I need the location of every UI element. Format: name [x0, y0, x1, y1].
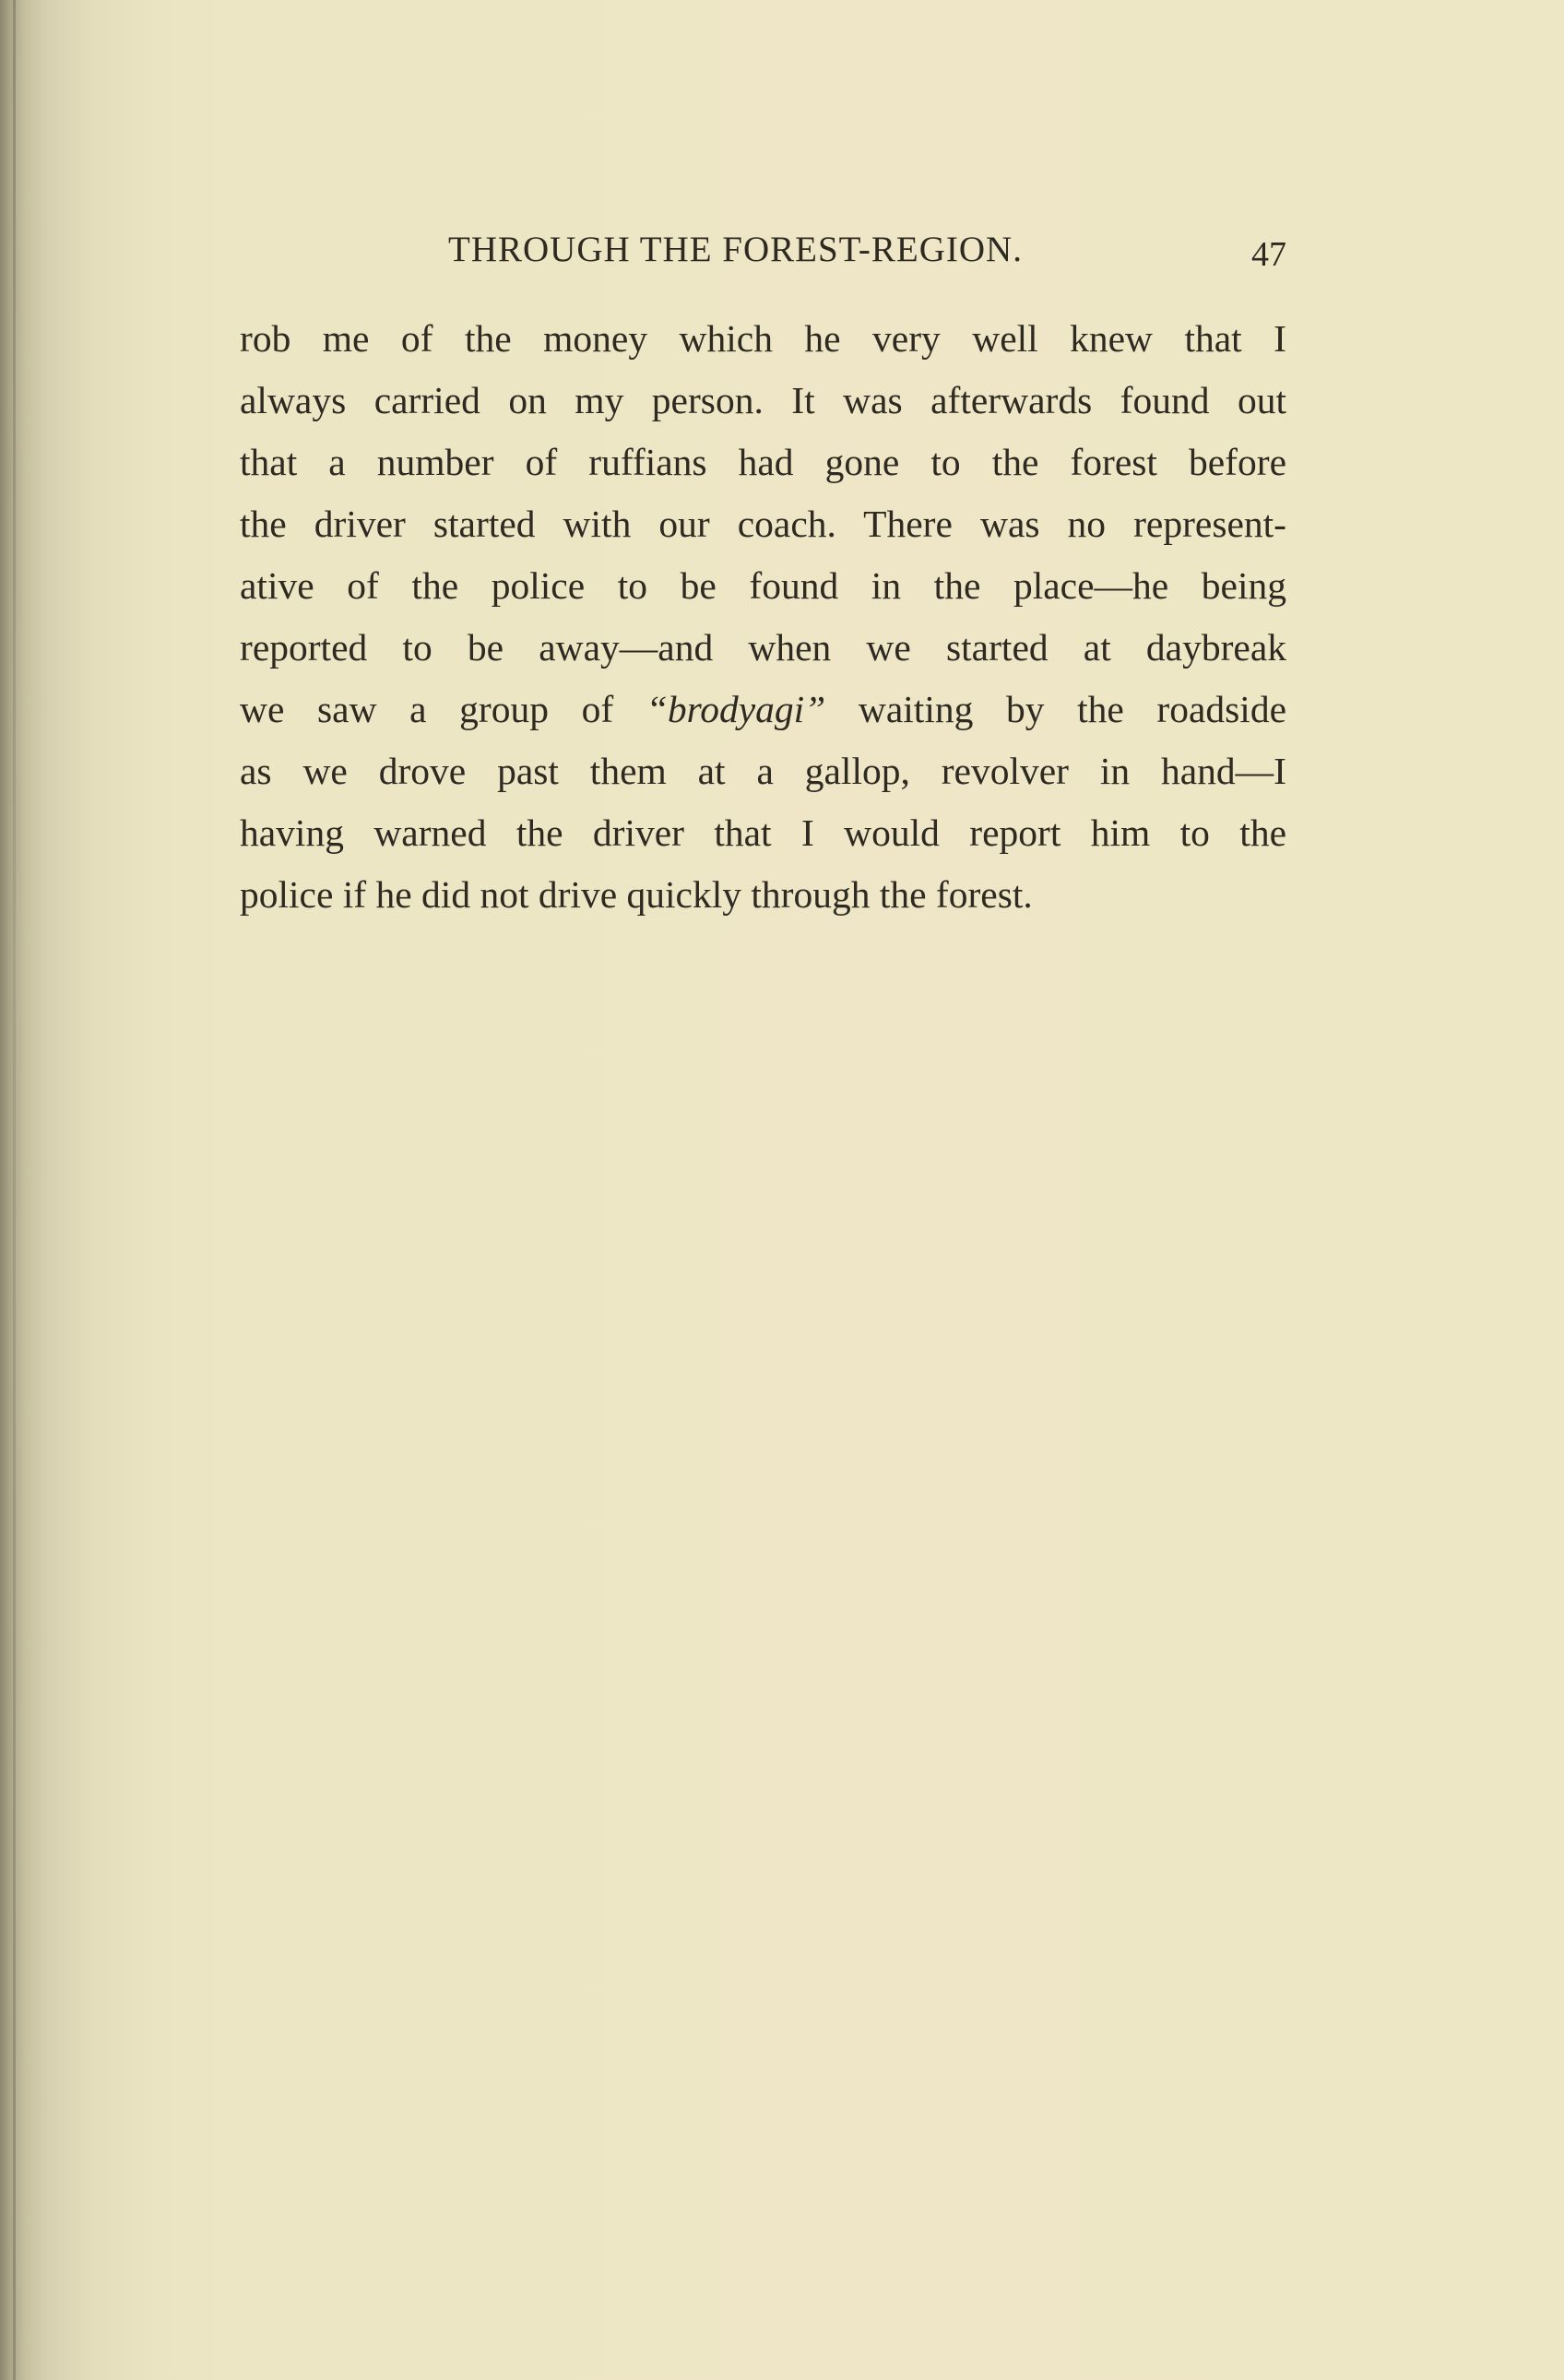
text-segment: we saw a group of — [240, 688, 646, 730]
running-title: THROUGH THE FOREST-REGION. — [448, 230, 1023, 269]
text-line: police if he did not drive quickly through the forest. — [240, 873, 1033, 916]
text-segment: waiting by the roadside — [825, 688, 1286, 730]
text-line: ative of the police to be found in the place—he being — [240, 564, 1286, 607]
text-line — [240, 679, 1286, 740]
text-line: having warned the driver that I would report him to the — [240, 811, 1286, 854]
body-paragraph — [240, 308, 1286, 926]
italic-term: “brodyagi” — [646, 688, 826, 730]
text-line: the driver started with our coach. There was no represent- — [240, 503, 1286, 545]
page-gutter-shadow — [13, 0, 16, 2380]
page-number: 47 — [1251, 235, 1286, 274]
text-line: that a number of ruffians had gone to the forest before — [240, 441, 1286, 483]
text-line: reported to be away—and when we started at daybreak — [240, 626, 1286, 669]
text-line: always carried on my person. It was afterwards found out — [240, 379, 1286, 421]
text-line: as we drove past them at a gallop, revolver in hand—I — [240, 750, 1286, 792]
running-head — [240, 229, 1286, 284]
text-line: rob me of the money which he very well knew that I — [240, 317, 1286, 360]
